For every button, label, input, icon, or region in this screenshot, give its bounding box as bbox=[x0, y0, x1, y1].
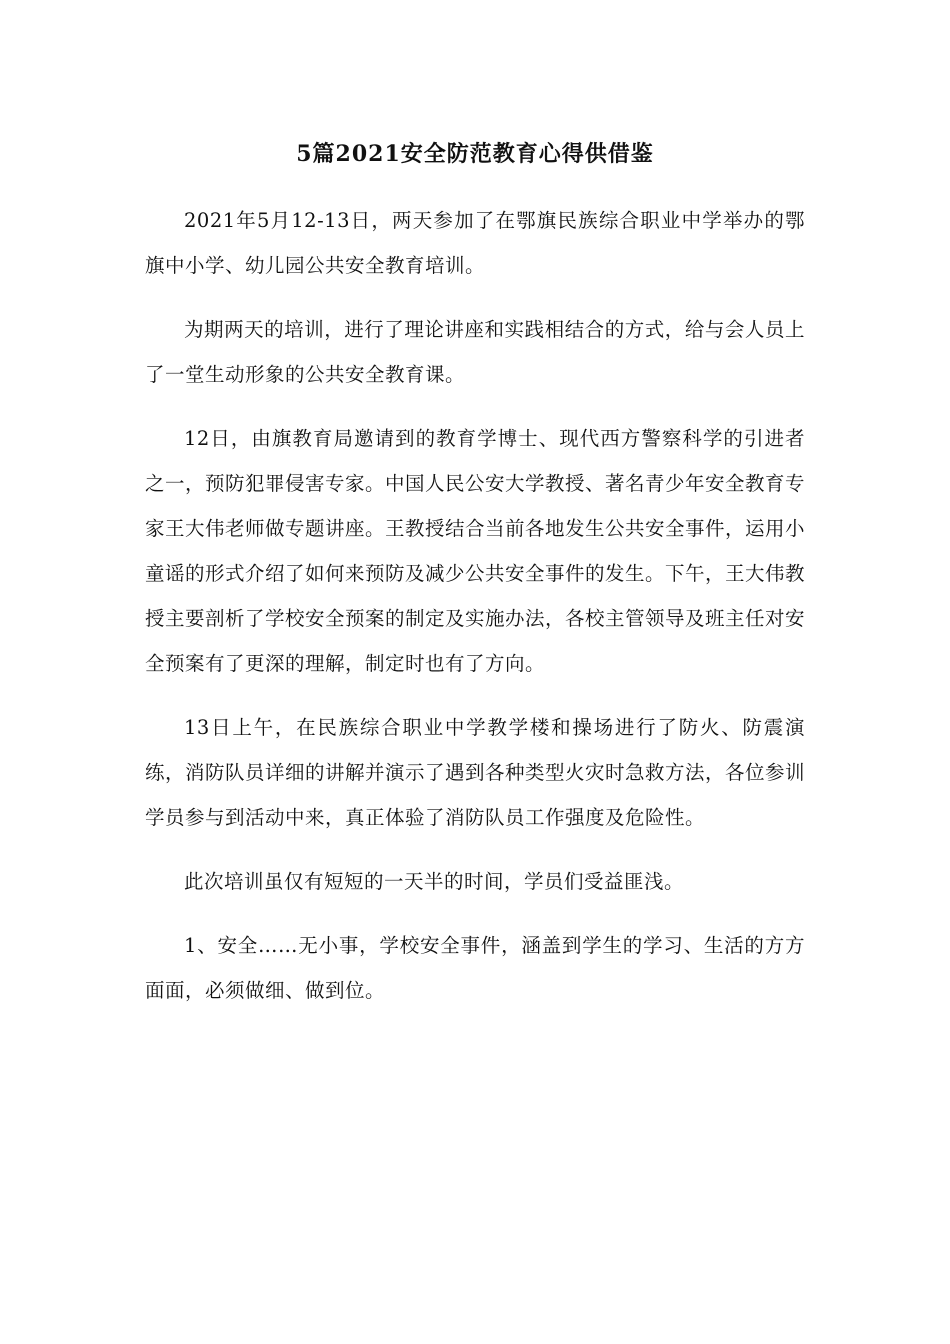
paragraph-2: 为期两天的培训，进行了理论讲座和实践相结合的方式，给与会人员上了一堂生动形象的公共安全教育课。 bbox=[145, 318, 805, 386]
document-body bbox=[145, 198, 805, 1032]
paragraph-6: 1、安全……无小事，学校安全事件，涵盖到学生的学习、生活的方方面面，必须做细、做到位。 bbox=[145, 934, 805, 1002]
paragraph-3: 12日，由旗教育局邀请到的教育学博士、现代西方警察科学的引进者之一，预防犯罪侵害专家。中国人民公安大学教授、著名青少年安全教育专家王大伟老师做专题讲座。王教授结合当前各地发生公共安全事件，运用小童谣的形式介绍了如何来预防及减少公共安全事件的发生。下午，王大伟教授主要剖析了学校安全预案的制定及实施办法，各校主管领导及班主任对安全预案有了更深的理解，制定时也有了方向。 bbox=[145, 427, 806, 675]
paragraph-5: 此次培训虽仅有短短的一天半的时间，学员们受益匪浅。 bbox=[184, 870, 685, 893]
paragraph-4: 13日上午，在民族综合职业中学教学楼和操场进行了防火、防震演练，消防队员详细的讲解并演示了遇到各种类型火灾时急救方法，各位参训学员参与到活动中来，真正体验了消防队员工作强度及危险性。 bbox=[145, 716, 806, 829]
document-title: 5篇2021安全防范教育心得供借鉴 bbox=[296, 141, 654, 167]
paragraph-1: 2021年5月12-13日，两天参加了在鄂旗民族综合职业中学举办的鄂旗中小学、幼儿园公共安全教育培训。 bbox=[145, 209, 805, 277]
